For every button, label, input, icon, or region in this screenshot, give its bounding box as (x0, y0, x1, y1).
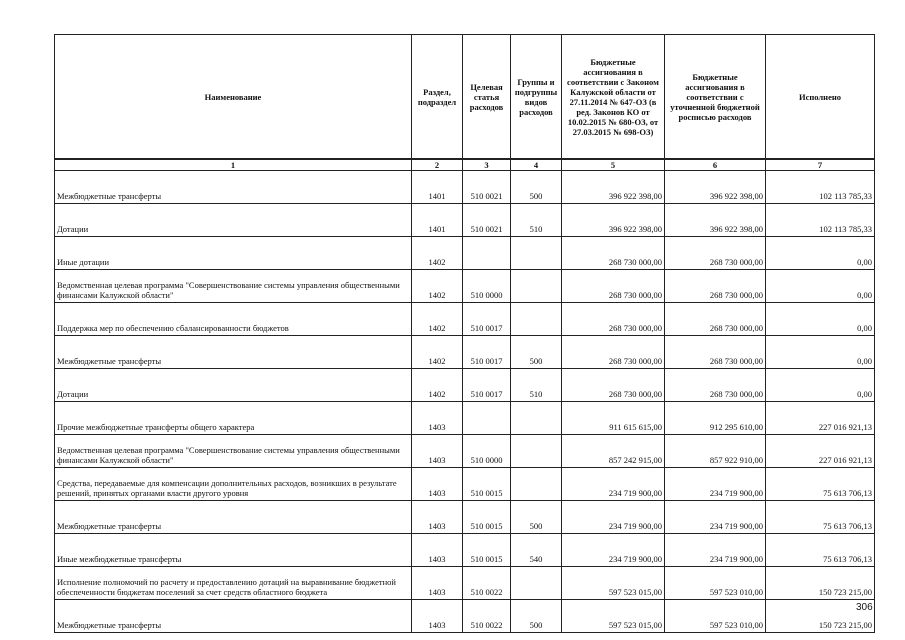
budget-table (54, 34, 875, 633)
table-row (55, 237, 875, 270)
col-number: 7 (766, 159, 875, 171)
page-number: 306 (856, 602, 873, 613)
row-section: 1401 (412, 171, 463, 204)
row-assign-law: 234 719 900,00 (562, 534, 665, 567)
row-name: Исполнение полномочий по расчету и предоставлению дотаций на выравнивание бюджетной обеспеченности бюджетам поселений за счет средств областного бюджета (55, 567, 412, 600)
row-section: 1403 (412, 567, 463, 600)
table-row (55, 369, 875, 402)
row-assign-law: 234 719 900,00 (562, 468, 665, 501)
row-section: 1402 (412, 303, 463, 336)
row-group (511, 402, 562, 435)
row-name: Межбюджетные трансферты (55, 600, 412, 633)
header-groups: Группы и подгруппы видов расходов (511, 35, 562, 160)
row-target: 510 0015 (463, 534, 511, 567)
row-target: 510 0017 (463, 369, 511, 402)
row-target: 510 0017 (463, 303, 511, 336)
row-name: Поддержка мер по обеспечению сбалансированности бюджетов (55, 303, 412, 336)
row-assign-spec: 268 730 000,00 (665, 369, 766, 402)
row-section: 1403 (412, 402, 463, 435)
row-assign-law: 396 922 398,00 (562, 171, 665, 204)
row-assign-spec: 597 523 010,00 (665, 567, 766, 600)
row-assign-spec: 857 922 910,00 (665, 435, 766, 468)
row-name: Межбюджетные трансферты (55, 501, 412, 534)
header-row (55, 35, 875, 160)
row-section: 1403 (412, 534, 463, 567)
row-assign-law: 234 719 900,00 (562, 501, 665, 534)
col-number: 3 (463, 159, 511, 171)
row-executed: 75 613 706,13 (766, 501, 875, 534)
row-assign-spec: 597 523 010,00 (665, 600, 766, 633)
row-assign-law: 268 730 000,00 (562, 270, 665, 303)
row-group: 500 (511, 501, 562, 534)
row-assign-spec: 234 719 900,00 (665, 534, 766, 567)
row-executed: 102 113 785,33 (766, 171, 875, 204)
row-assign-law: 396 922 398,00 (562, 204, 665, 237)
row-group (511, 270, 562, 303)
col-number: 4 (511, 159, 562, 171)
row-executed: 0,00 (766, 237, 875, 270)
table-row (55, 501, 875, 534)
row-target: 510 0000 (463, 270, 511, 303)
row-group: 500 (511, 171, 562, 204)
row-assign-spec: 912 295 610,00 (665, 402, 766, 435)
column-number-row (55, 159, 875, 171)
table-row (55, 270, 875, 303)
row-target: 510 0022 (463, 567, 511, 600)
row-section: 1401 (412, 204, 463, 237)
header-assign-spec: Бюджетные ассигнования в соответствии с уточненной бюджетной росписью расходов (665, 35, 766, 160)
table-row (55, 435, 875, 468)
row-target (463, 402, 511, 435)
row-name: Иные межбюджетные трансферты (55, 534, 412, 567)
row-name: Дотации (55, 204, 412, 237)
row-group (511, 303, 562, 336)
row-group: 540 (511, 534, 562, 567)
row-name: Иные дотации (55, 237, 412, 270)
row-assign-law: 268 730 000,00 (562, 336, 665, 369)
row-group: 510 (511, 369, 562, 402)
table-row (55, 567, 875, 600)
row-assign-law: 268 730 000,00 (562, 369, 665, 402)
row-group (511, 237, 562, 270)
col-number: 6 (665, 159, 766, 171)
row-target: 510 0017 (463, 336, 511, 369)
row-target: 510 0022 (463, 600, 511, 633)
row-section: 1402 (412, 237, 463, 270)
row-assign-law: 268 730 000,00 (562, 303, 665, 336)
col-number: 1 (55, 159, 412, 171)
header-section: Раздел, подраздел (412, 35, 463, 160)
row-group (511, 435, 562, 468)
table-body (55, 171, 875, 633)
row-section: 1402 (412, 369, 463, 402)
row-name: Межбюджетные трансферты (55, 171, 412, 204)
row-section: 1402 (412, 336, 463, 369)
table-row (55, 402, 875, 435)
row-target: 510 0015 (463, 468, 511, 501)
header-assign-law: Бюджетные ассигнования в соответствии с Законом Калужской области от 27.11.2014 № 647-ОЗ (в ред. Законов КО от 10.02.2015 № 680-ОЗ, от 27.03.2015 № 698-ОЗ) (562, 35, 665, 160)
table-row (55, 204, 875, 237)
row-group (511, 567, 562, 600)
row-assign-spec: 234 719 900,00 (665, 501, 766, 534)
row-executed: 150 723 215,00 (766, 567, 875, 600)
row-assign-spec: 268 730 000,00 (665, 303, 766, 336)
table-row (55, 171, 875, 204)
row-assign-law: 268 730 000,00 (562, 237, 665, 270)
row-assign-spec: 268 730 000,00 (665, 237, 766, 270)
row-executed: 227 016 921,13 (766, 402, 875, 435)
table-row (55, 336, 875, 369)
row-executed: 102 113 785,33 (766, 204, 875, 237)
row-target: 510 0000 (463, 435, 511, 468)
row-assign-spec: 396 922 398,00 (665, 204, 766, 237)
table-row (55, 600, 875, 633)
row-assign-law: 857 242 915,00 (562, 435, 665, 468)
row-name: Прочие межбюджетные трансферты общего характера (55, 402, 412, 435)
row-target: 510 0015 (463, 501, 511, 534)
row-group (511, 468, 562, 501)
row-executed: 75 613 706,13 (766, 534, 875, 567)
row-name: Средства, передаваемые для компенсации дополнительных расходов, возникших в результате решений, принятых органами власти другого уровня (55, 468, 412, 501)
row-executed: 0,00 (766, 336, 875, 369)
table-row (55, 534, 875, 567)
row-target (463, 237, 511, 270)
row-assign-spec: 268 730 000,00 (665, 270, 766, 303)
row-name: Дотации (55, 369, 412, 402)
row-executed: 75 613 706,13 (766, 468, 875, 501)
row-executed: 0,00 (766, 369, 875, 402)
row-executed: 150 723 215,00 (766, 600, 875, 633)
row-executed: 227 016 921,13 (766, 435, 875, 468)
row-section: 1403 (412, 435, 463, 468)
header-executed: Исполнено (766, 35, 875, 160)
row-target: 510 0021 (463, 171, 511, 204)
header-name: Наименование (55, 35, 412, 160)
table-row (55, 303, 875, 336)
row-group: 500 (511, 336, 562, 369)
row-section: 1403 (412, 468, 463, 501)
row-name: Межбюджетные трансферты (55, 336, 412, 369)
row-name: Ведомственная целевая программа "Совершенствование системы управления общественными финансами Калужской области" (55, 435, 412, 468)
row-assign-law: 911 615 615,00 (562, 402, 665, 435)
row-assign-spec: 234 719 900,00 (665, 468, 766, 501)
row-section: 1403 (412, 501, 463, 534)
col-number: 2 (412, 159, 463, 171)
row-name: Ведомственная целевая программа "Совершенствование системы управления общественными финансами Калужской области" (55, 270, 412, 303)
header-target: Целевая статья расходов (463, 35, 511, 160)
row-executed: 0,00 (766, 270, 875, 303)
col-number: 5 (562, 159, 665, 171)
row-assign-law: 597 523 015,00 (562, 600, 665, 633)
row-assign-spec: 268 730 000,00 (665, 336, 766, 369)
table-row (55, 468, 875, 501)
row-group: 500 (511, 600, 562, 633)
row-executed: 0,00 (766, 303, 875, 336)
row-section: 1402 (412, 270, 463, 303)
row-target: 510 0021 (463, 204, 511, 237)
row-assign-law: 597 523 015,00 (562, 567, 665, 600)
row-group: 510 (511, 204, 562, 237)
row-section: 1403 (412, 600, 463, 633)
row-assign-spec: 396 922 398,00 (665, 171, 766, 204)
